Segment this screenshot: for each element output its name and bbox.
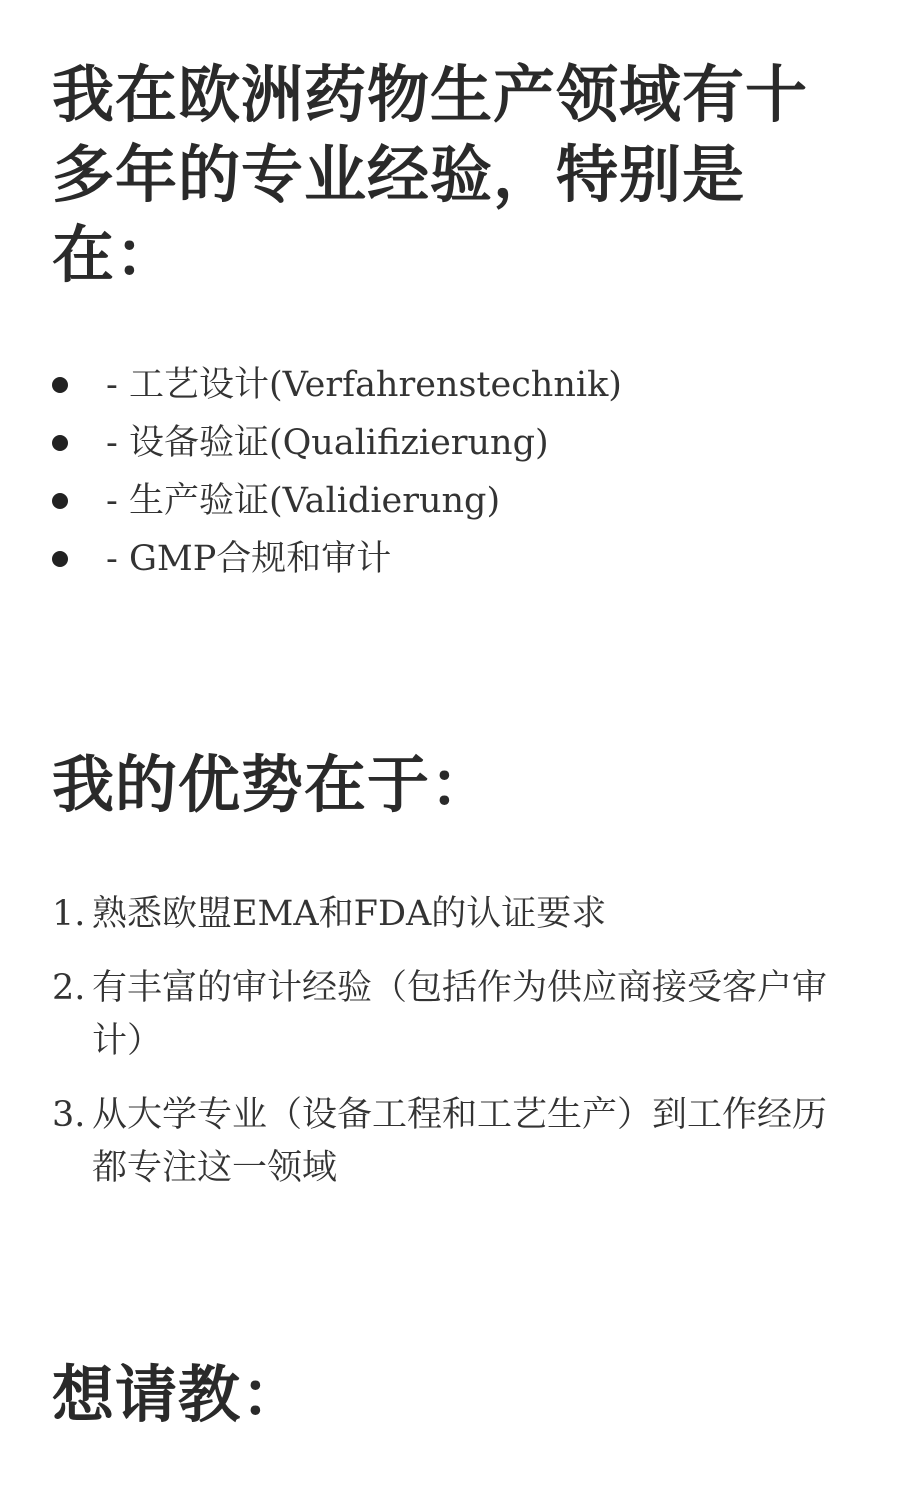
bullet-icon	[52, 377, 68, 393]
list-item-text: - 工艺设计(Verfahrenstechnik)	[106, 365, 622, 405]
list-item-text: 熟悉欧盟EMA和FDA的认证要求	[92, 894, 607, 934]
expertise-list	[52, 356, 622, 588]
list-item	[52, 472, 622, 530]
list-item	[52, 1089, 857, 1195]
bullet-icon	[52, 493, 68, 509]
list-item	[52, 962, 857, 1068]
list-item-text: - 设备验证(Qualifizierung)	[106, 423, 549, 463]
list-item	[52, 530, 622, 588]
bullet-icon	[52, 551, 68, 567]
list-number: 1.	[52, 894, 86, 934]
list-item	[52, 414, 622, 472]
list-item	[52, 356, 622, 414]
intro-heading: 我在欧洲药物生产领域有十多年的专业经验，特别是在：	[52, 58, 809, 291]
list-number: 2.	[52, 968, 86, 1008]
list-number: 3.	[52, 1095, 86, 1135]
ask-heading: 想请教：	[52, 1358, 305, 1431]
bullet-icon	[52, 435, 68, 451]
strengths-list	[52, 888, 857, 1216]
list-item-text: 有丰富的审计经验（包括作为供应商接受客户审计）	[92, 968, 828, 1061]
list-item-text: - GMP合规和审计	[106, 539, 392, 579]
list-item	[52, 888, 857, 941]
list-item-text: - 生产验证(Validierung)	[106, 481, 501, 521]
list-item-text: 从大学专业（设备工程和工艺生产）到工作经历都专注这一领域	[92, 1095, 828, 1188]
strengths-heading: 我的优势在于：	[52, 748, 494, 821]
